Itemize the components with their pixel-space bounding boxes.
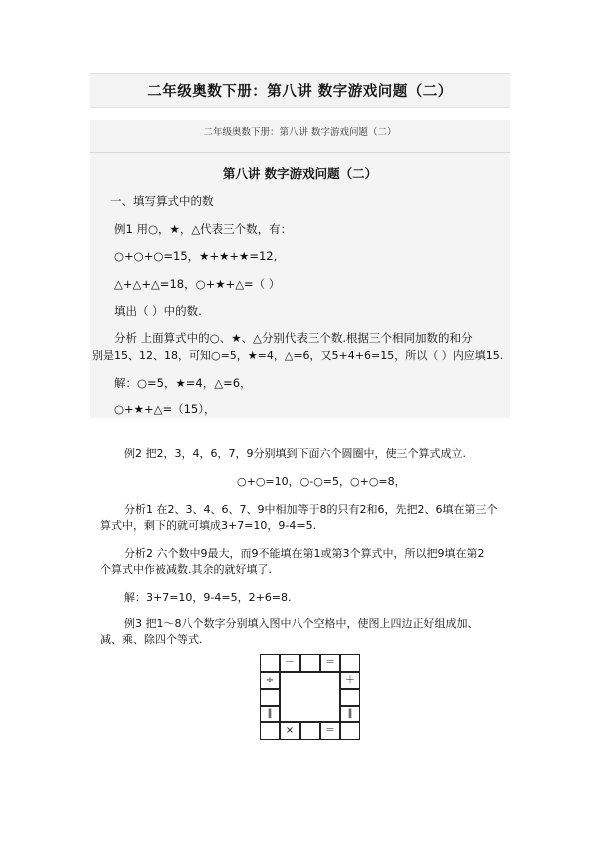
header-divider xyxy=(90,152,510,153)
grid-cell-blank xyxy=(340,654,360,672)
grid-cell-blank xyxy=(300,654,320,672)
example1-intro: 例1 用○，★，△代表三个数，有： xyxy=(114,222,293,236)
page-header: 二年级奥数下册：第八讲 数字游戏问题（二） xyxy=(203,127,397,138)
analysis2-line-1: 分析2 六个数中9最大，而9不能填在第1或第3个算式中，所以把9填在第2 xyxy=(124,547,485,560)
example1-equation-1: ○+○+○=15，★+★+★=12, xyxy=(114,249,278,263)
grid-cell-blank xyxy=(300,722,320,740)
solution-line-1: 解：○=5，★=4，△=6， xyxy=(114,376,252,390)
grid-cell-divide: ÷ xyxy=(260,672,280,689)
lesson-title: 第八讲 数字游戏问题（二） xyxy=(222,166,378,181)
grid-cell-blank xyxy=(340,722,360,740)
example2-solution: 解：3+7=10，9-4=5，2+6=8. xyxy=(124,591,292,604)
example2-equations: ○+○=10，○-○=5，○+○=8， xyxy=(237,475,406,488)
page-two-preview xyxy=(90,436,510,746)
example1-equation-2: △+△+△=18，○+★+△=（ ） xyxy=(114,277,281,291)
grid-cell-blank xyxy=(260,689,280,706)
example1-question: 填出（ ）中的数. xyxy=(114,304,202,318)
grid-cell-equals-vertical: ‖ xyxy=(340,706,360,722)
grid-cell-equals: ＝ xyxy=(320,654,340,672)
analysis-line-1: 分析 上面算式中的○、★、△分别代表三个数.根据三个相同加数的和分 xyxy=(114,331,473,345)
grid-inner-box xyxy=(280,672,340,722)
grid-cell-blank xyxy=(260,654,280,672)
grid-cell-equals: ＝ xyxy=(320,722,340,740)
grid-cell-blank xyxy=(340,689,360,706)
example2-intro: 例2 把2，3，4，6，7，9分别填到下面六个圆圈中，使三个算式成立. xyxy=(124,447,466,460)
grid-cell-times: × xyxy=(280,722,300,740)
analysis2-line-2: 个算式中作被减数.其余的就好填了. xyxy=(100,563,272,576)
analysis-line-2: 别是15、12、18，可知○=5，★=4，△=6，又5+4+6=15，所以（ ）内应填15. xyxy=(92,349,504,362)
page-one-preview xyxy=(90,120,510,418)
analysis1-line-1: 分析1 在2、3、4、6、7、9中相加等于8的只有2和6，先把2、6填在第三个 xyxy=(124,503,498,516)
number-puzzle-grid xyxy=(260,654,360,740)
grid-cell-equals-vertical: ‖ xyxy=(260,706,280,722)
example3-line-1: 例3 把1～8八个数字分别填入图中八个空格中，使图上四边正好组成加、 xyxy=(124,617,479,630)
solution-line-2: ○+★+△=（15）， xyxy=(114,402,216,416)
grid-cell-blank xyxy=(260,722,280,740)
document-title: 二年级奥数下册：第八讲 数字游戏问题（二） xyxy=(90,73,510,108)
analysis1-line-2: 算式中，剩下的就可填成3+7=10，9-4=5. xyxy=(100,519,317,532)
grid-cell-minus: － xyxy=(280,654,300,672)
grid-cell-plus: ＋ xyxy=(340,672,360,689)
example3-line-2: 减、乘、除四个等式. xyxy=(100,633,203,646)
section-heading: 一、填写算式中的数 xyxy=(110,194,214,208)
